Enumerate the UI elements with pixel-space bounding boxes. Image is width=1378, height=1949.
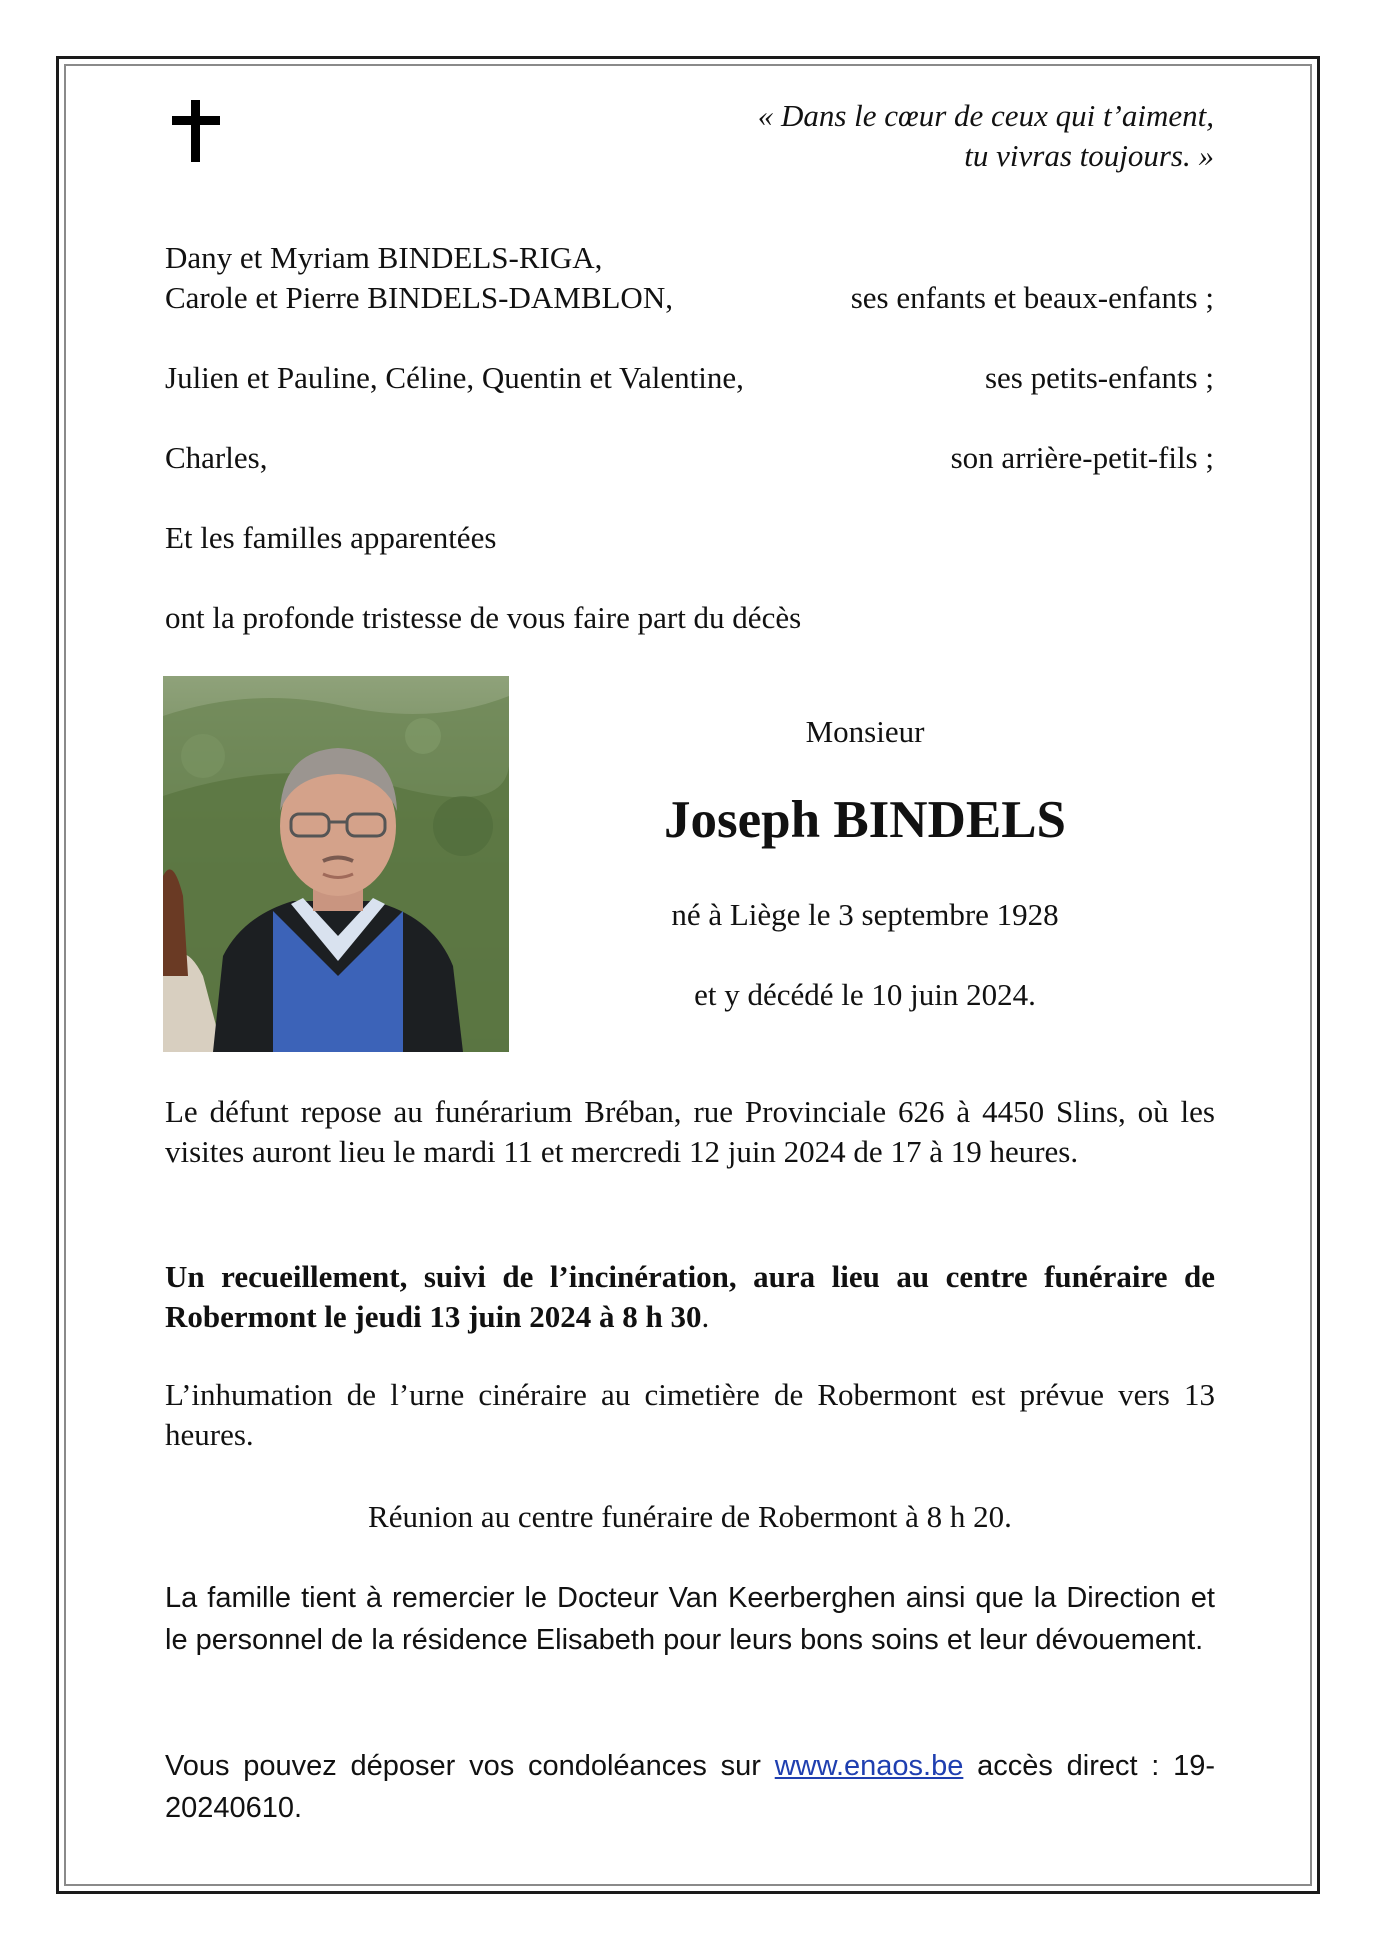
meeting-line: Réunion au centre funéraire de Robermont à 8 h 20. [368, 1499, 1012, 1534]
condolences-paragraph [165, 1745, 1215, 1829]
deceased-portrait-photo [163, 676, 509, 1052]
ceremony-paragraph [165, 1257, 1215, 1337]
children-names-1: Dany et Myriam BINDELS-RIGA, [165, 240, 603, 275]
cross-icon [172, 100, 220, 162]
quote-line-2: tu vivras toujours. » [964, 138, 1214, 173]
great-grandchild-name: Charles, [165, 440, 268, 475]
burial-paragraph: L’inhumation de l’urne cinéraire au cimetière de Robermont est prévue vers 13 heures. [165, 1377, 1215, 1452]
thanks-paragraph: La famille tient à remercier le Docteur Van Keerberghen ainsi que la Direction et le personnel de la résidence Elisabeth pour leurs bons soins et leur dévouement. [165, 1582, 1215, 1656]
death-info: et y décédé le 10 juin 2024. [694, 977, 1036, 1012]
condolences-suffix: accès direct : 19-20240610. [165, 1750, 1216, 1824]
birth-info: né à Liège le 3 septembre 1928 [671, 897, 1059, 932]
condolences-prefix: Vous pouvez déposer vos condoléances sur [165, 1750, 761, 1782]
deceased-name: Joseph BINDELS [663, 791, 1067, 849]
relatives-text: Et les familles apparentées [165, 520, 497, 555]
announcement-text: ont la profonde tristesse de vous faire part du décès [165, 600, 802, 635]
great-grandchild-role: son arrière-petit-fils ; [950, 440, 1214, 475]
ceremony-text: Un recueillement, suivi de l’incinération, aura lieu au centre funéraire de Robermont le jeudi 13 juin 2024 à 8 h 30 [165, 1259, 1215, 1334]
children-names-2: Carole et Pierre BINDELS-DAMBLON, [165, 280, 673, 315]
ceremony-period: . [701, 1299, 710, 1334]
condolences-link[interactable]: www.enaos.be [774, 1750, 964, 1782]
epitaph-quote [514, 96, 1214, 176]
visitation-paragraph: Le défunt repose au funérarium Bréban, rue Provinciale 626 à 4450 Slins, où les visites auront lieu le mardi 11 et mercredi 12 juin 2024 de 17 à 19 heures. [165, 1094, 1215, 1169]
children-role: ses enfants et beaux-enfants ; [850, 280, 1214, 315]
deceased-title: Monsieur [805, 714, 925, 749]
grandchildren-role: ses petits-enfants ; [984, 360, 1214, 395]
grandchildren-names: Julien et Pauline, Céline, Quentin et Valentine, [165, 360, 744, 395]
quote-line-1: « Dans le cœur de ceux qui t’aiment, [757, 98, 1214, 133]
